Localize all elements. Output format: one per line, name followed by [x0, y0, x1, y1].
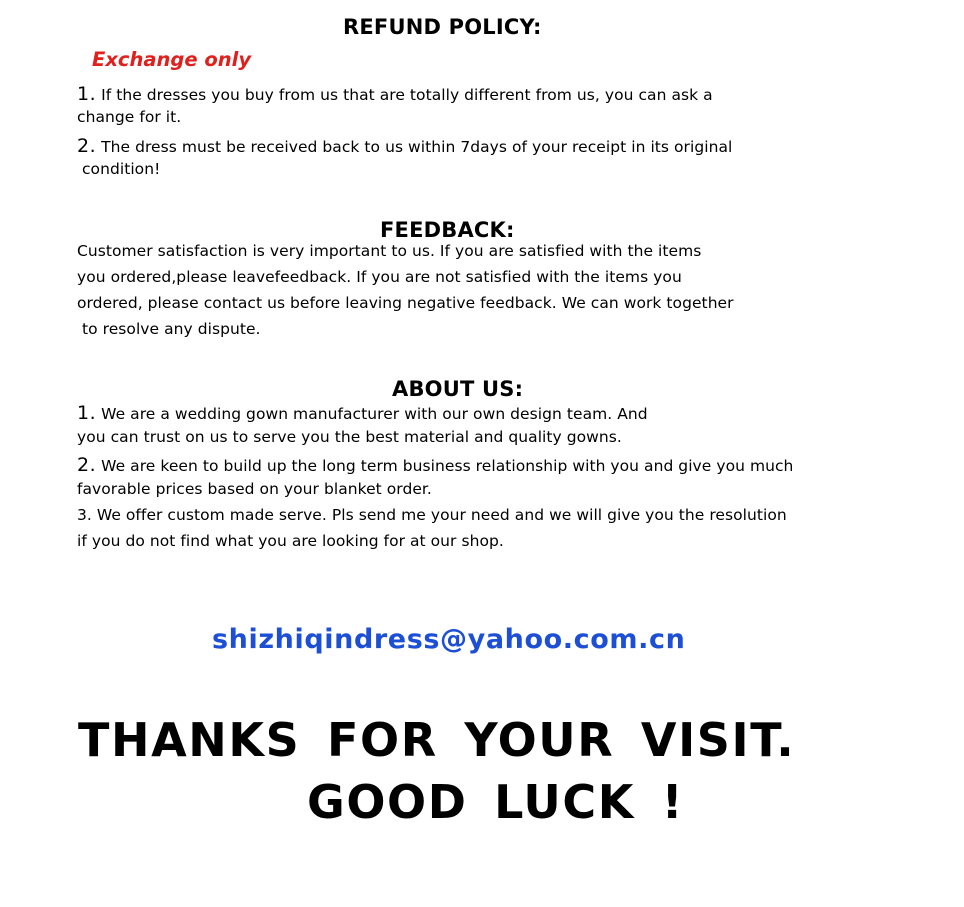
refund-policy-heading: REFUND POLICY:: [343, 15, 542, 39]
refund-item-2-text: The dress must be received back to us within 7days of your receipt in its original: [96, 138, 733, 156]
about-item-1-line-2: you can trust on us to serve you the best material and quality gowns.: [77, 428, 622, 446]
feedback-line-4: to resolve any dispute.: [77, 320, 261, 338]
refund-item-2-line-1: [77, 136, 732, 157]
feedback-heading: FEEDBACK:: [380, 218, 515, 242]
about-item-3-line-1: 3. We offer custom made serve. Pls send me your need and we will give you the resolution: [77, 506, 787, 524]
about-item-2-text: We are keen to build up the long term business relationship with you and give you much: [96, 457, 794, 475]
about-item-2-line-1: [77, 455, 793, 476]
refund-item-1-text: If the dresses you buy from us that are totally different from us, you can ask a: [96, 86, 713, 104]
contact-email: shizhiqindress@yahoo.com.cn: [212, 624, 686, 655]
refund-item-1-line-2: change for it.: [77, 108, 182, 126]
refund-item-2-line-2: condition!: [77, 160, 161, 178]
about-item-3-line-2: if you do not find what you are looking for at our shop.: [77, 532, 504, 550]
about-item-1-line-1: [77, 403, 648, 424]
about-item-1-number: 1.: [77, 402, 97, 424]
refund-item-1-number: 1.: [77, 83, 97, 105]
about-us-heading: ABOUT US:: [392, 377, 524, 401]
refund-item-2-number: 2.: [77, 135, 97, 157]
feedback-line-3: ordered, please contact us before leaving negative feedback. We can work together: [77, 294, 734, 312]
refund-item-1-line-1: [77, 84, 713, 105]
exchange-only-note: Exchange only: [92, 48, 252, 71]
about-item-2-line-2: favorable prices based on your blanket order.: [77, 480, 432, 498]
feedback-line-2: you ordered,please leavefeedback. If you are not satisfied with the items you: [77, 268, 682, 286]
about-item-2-number: 2.: [77, 454, 97, 476]
good-luck-message: GOOD LUCK !: [307, 775, 685, 829]
thanks-message: THANKS FOR YOUR VISIT.: [78, 713, 796, 767]
about-item-1-text: We are a wedding gown manufacturer with our own design team. And: [96, 405, 648, 423]
feedback-line-1: Customer satisfaction is very important to us. If you are satisfied with the items: [77, 242, 702, 260]
